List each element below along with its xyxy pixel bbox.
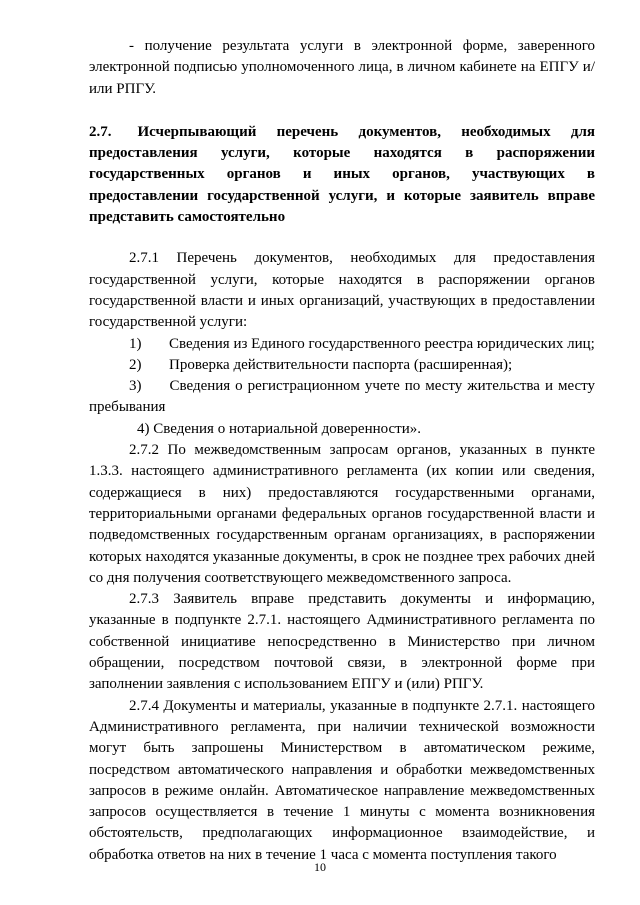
section-number: 2.7. bbox=[89, 123, 112, 140]
paragraph-2-7-4: 2.7.4 Документы и материалы, указанные в подпункте 2.7.1. настоящего Административного регламента, при наличии технической возможности могут быть запрошены Министерством в автоматическом режиме, посредством автоматического направления и обработки межведомственных запросов в режиме онлайн. Автоматическое направление межведомственных запросов осуществляется в течение 1 минуты с момента возникновения обстоятельств, предполагающих информационное взаимодействие, и обработка ответов на них в течение 1 часа с момента поступления такого bbox=[89, 697, 595, 863]
paragraph-2-7-3: 2.7.3 Заявитель вправе представить документы и информацию, указанные в подпункте 2.7.1. настоящего Административного регламента по собственной инициативе непосредственно в Министерство при личном обращении, посредством почтовой связи, в электронной форме при заполнении заявления с использованием ЕПГУ и (или) РПГУ. bbox=[89, 591, 595, 693]
page-number: 10 bbox=[314, 860, 326, 874]
list-item-number: 3) bbox=[129, 378, 142, 395]
page-content bbox=[89, 36, 595, 866]
list-item-number: 1) bbox=[129, 335, 142, 352]
list-item-text: Сведения из Единого государственного реестра юридических лиц; bbox=[169, 335, 595, 352]
list-item-4: 4) Сведения о нотариальной доверенности». bbox=[137, 420, 421, 437]
section-title: Исчерпывающий перечень документов, необходимых для предоставления услуги, которые находятся в распоряжении государственных органов и иных органов, участвующих в предоставлении государственной услуги, и которые заявитель вправе представить самостоятельно bbox=[89, 123, 595, 226]
list-item-text: Проверка действительности паспорта (расширенная); bbox=[169, 356, 513, 373]
spacer bbox=[89, 228, 595, 248]
list-item bbox=[89, 355, 595, 376]
paragraph-2-7-1: 2.7.1 Перечень документов, необходимых для предоставления государственной услуги, которые находятся в распоряжении органов государственной власти и иных организаций, участвующих в предоставлении государственной услуги: bbox=[89, 250, 595, 331]
list-item-number: 2) bbox=[129, 356, 142, 373]
list-item-text: Сведения о регистрационном учете по месту жительства и месту пребывания bbox=[89, 378, 595, 416]
list-item bbox=[89, 376, 595, 419]
paragraph-2-7-2: 2.7.2 По межведомственным запросам органов, указанных в пункте 1.3.3. настоящего административного регламента (их копии или сведения, содержащиеся в них) предоставляются государственными органами, территориальными органами федеральных органов государственной власти и подведомственных государственным органам организациях, в распоряжении которых находятся указанные документы, в срок не позднее трех рабочих дней со дня получения соответствующего межведомственного запроса. bbox=[89, 442, 595, 586]
intro-paragraph: - получение результата услуги в электронной форме, заверенного электронной подписью уполномоченного лица, в личном кабинете на ЕПГУ и/или РПГУ. bbox=[89, 38, 595, 97]
section-heading bbox=[89, 122, 595, 228]
list-item-wrap bbox=[89, 376, 595, 419]
list-item bbox=[89, 334, 595, 355]
